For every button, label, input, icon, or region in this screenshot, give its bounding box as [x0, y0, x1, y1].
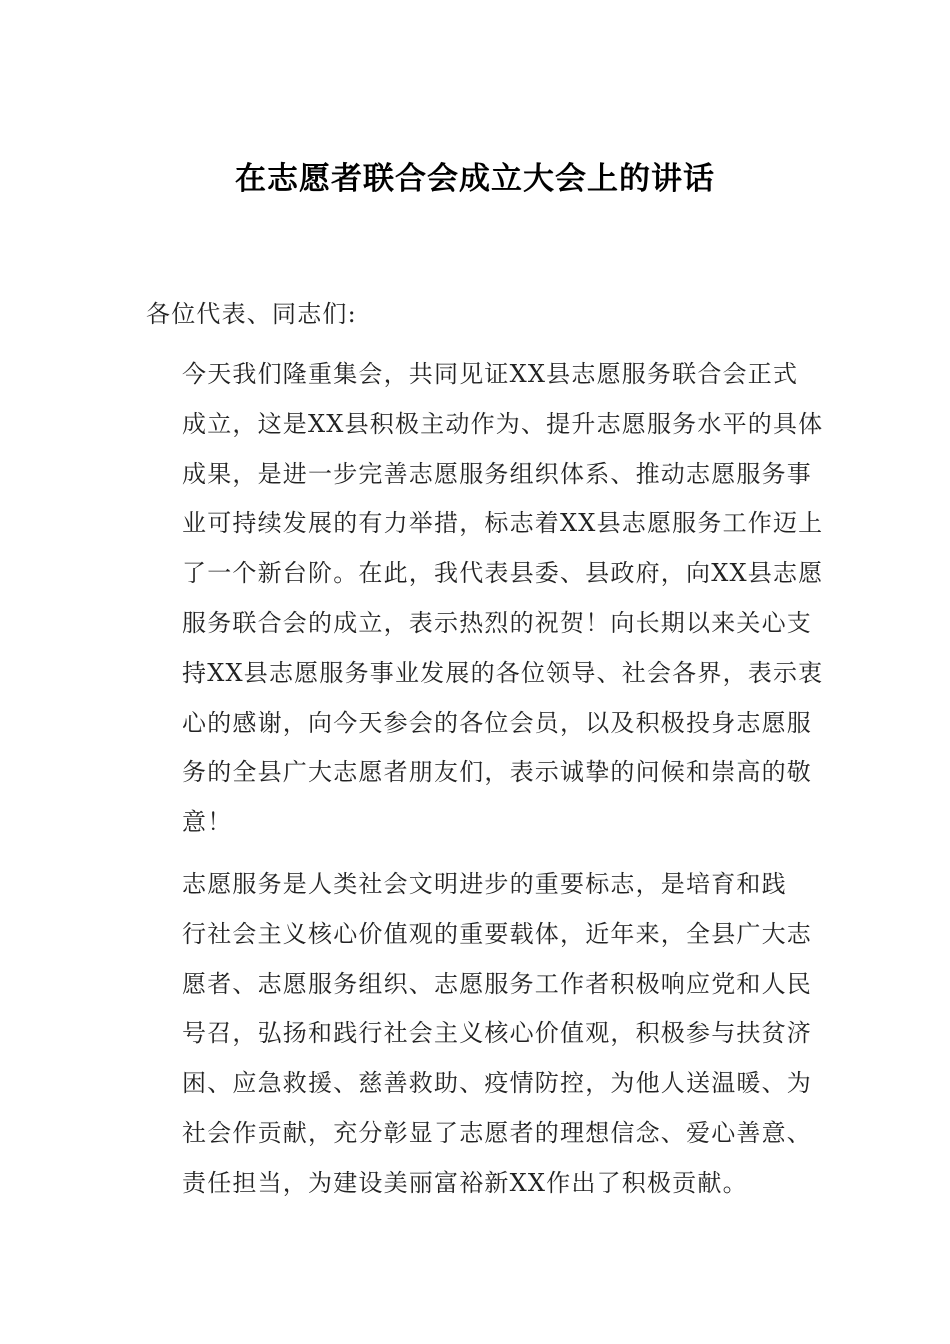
paragraph-1-line: 成立，这是XX县积极主动作为、提升志愿服务水平的具体 [182, 409, 824, 438]
paragraph-1-line: 业可持续发展的有力举措，标志着XX县志愿服务工作迈上 [182, 509, 824, 538]
paragraph-2-line: 责任担当，为建设美丽富裕新XX作出了积极贡献。 [182, 1168, 748, 1197]
paragraph-1-line: 服务联合会的成立，表示热烈的祝贺！向长期以来关心支 [182, 608, 812, 637]
paragraph-1-line: 了一个新台阶。在此，我代表县委、县政府，向XX县志愿 [182, 559, 824, 588]
paragraph-1-line: 务的全县广大志愿者朋友们，表示诚挚的问候和崇高的敬 [182, 758, 812, 787]
document-title: 在志愿者联合会成立大会上的讲话 [235, 161, 715, 197]
paragraph-1-line: 今天我们隆重集会，共同见证XX县志愿服务联合会正式 [182, 360, 799, 388]
paragraph-1-line: 意！ [182, 808, 233, 837]
paragraph-2-line: 号召，弘扬和践行社会主义核心价值观，积极参与扶贫济 [182, 1019, 812, 1048]
paragraph-2-line: 困、应急救援、慈善救助、疫情防控，为他人送温暖、为 [182, 1069, 812, 1098]
salutation: 各位代表、同志们: [146, 300, 357, 328]
paragraph-1-line: 持XX县志愿服务事业发展的各位领导、社会各界，表示衷 [182, 658, 824, 687]
paragraph-1-line: 心的感谢，向今天参会的各位会员，以及积极投身志愿服 [182, 708, 812, 737]
paragraph-2 [146, 860, 810, 1209]
paragraph-2-line: 志愿服务是人类社会文明进步的重要标志，是培育和践 [182, 870, 787, 898]
paragraph-2-line: 愿者、志愿服务组织、志愿服务工作者积极响应党和人民 [182, 969, 812, 998]
paragraph-2-line: 社会作贡献，充分彰显了志愿者的理想信念、爱心善意、 [182, 1118, 812, 1147]
paragraph-1-line: 成果，是进一步完善志愿服务组织体系、推动志愿服务事 [182, 459, 812, 488]
paragraph-2-line: 行社会主义核心价值观的重要载体，近年来，全县广大志 [182, 919, 812, 948]
paragraph-1 [146, 350, 824, 848]
